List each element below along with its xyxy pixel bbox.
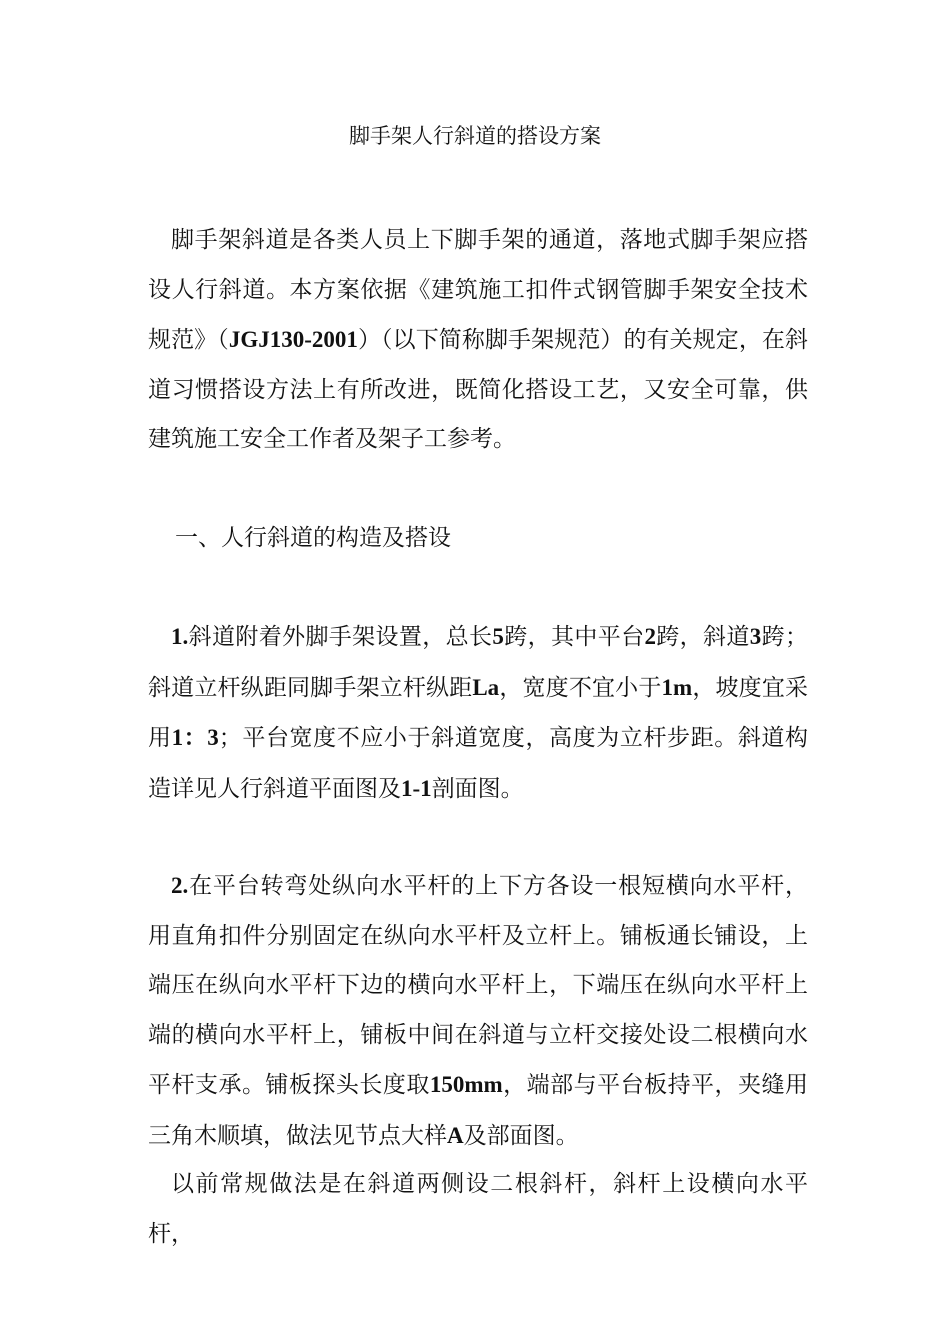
- document-title: 脚手架人行斜道的搭设方案: [349, 124, 601, 148]
- item-1-paragraph: 1.斜道附着外脚手架设置，总长5跨，其中平台2跨，斜道3跨；斜道立杆纵距同脚手架立杆纵距La，宽度不宜小于1m，坡度宜采用1：3；平台宽度不应小于斜道宽度，高度为立杆步距。斜道构造详见人行斜道平面图及1-1剖面图。: [148, 624, 809, 802]
- section-heading: 一、人行斜道的构造及搭设: [175, 525, 451, 551]
- intro-paragraph: 脚手架斜道是各类人员上下脚手架的通道，落地式脚手架应搭设人行斜道。本方案依据《建筑施工扣件式钢管脚手架安全技术规范》（JGJ130-2001）（以下简称脚手架规范）的有关规定，在斜道习惯搭设方法上有所改进，既简化搭设工艺，又安全可靠，供建筑施工安全工作者及架子工参考。: [148, 227, 809, 452]
- item-3-paragraph: 以前常规做法是在斜道两侧设二根斜杆，斜杆上设横向水平杆，: [148, 1171, 808, 1247]
- item-2-paragraph: 2.在平台转弯处纵向水平杆的上下方各设一根短横向水平杆，用直角扣件分别固定在纵向水平杆及立杆上。铺板通长铺设，上端压在纵向水平杆下边的横向水平杆上，下端压在纵向水平杆上端的横向水平杆上，铺板中间在斜道与立杆交接处设二根横向水平杆支承。铺板探头长度取150mm，端部与平台板持平，夹缝用三角木顺填，做法见节点大样A及部面图。: [148, 873, 809, 1149]
